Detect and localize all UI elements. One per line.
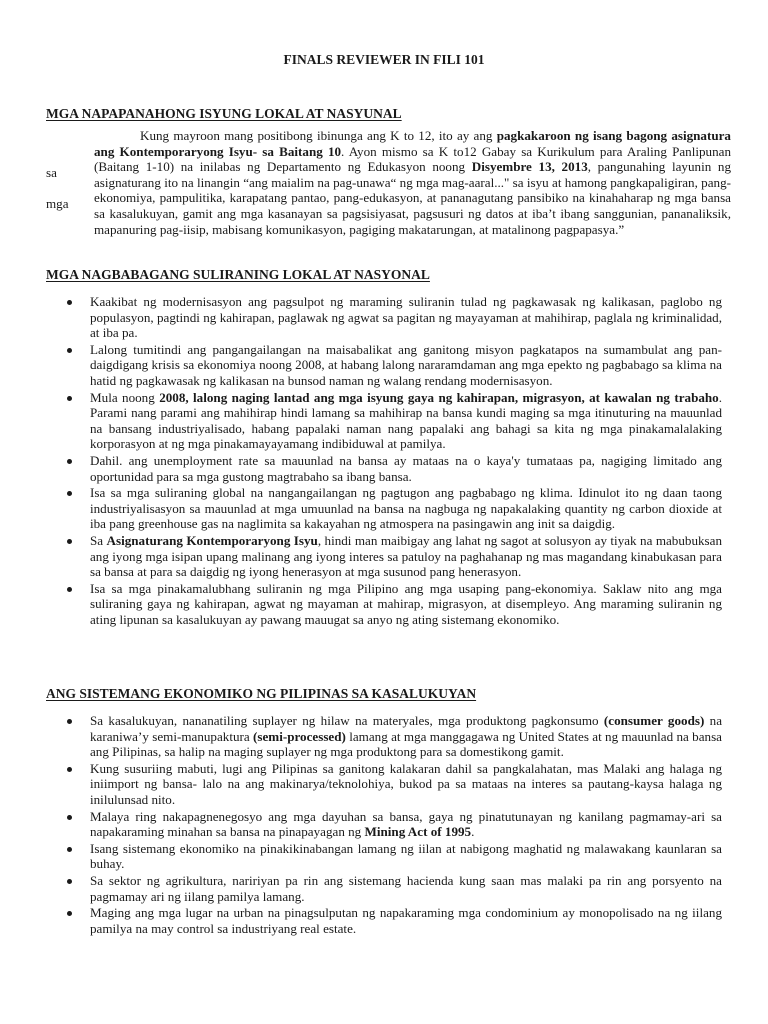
bold-text: pagkakaroon ng isang bagong asignatura ang Kontemporaryong Isyu- sa Baitang 10: [94, 128, 731, 159]
list-item: Sa Asignaturang Kontemporaryong Isyu, hindi man maibigay ang lahat ng sagot at solusyon ay tiyak na mabubuksan ang iyong mga isipan upang malinang ang iyong interes sa patuloy na paghahanap ng mas magandang kinabukasan para sa bansa at para sa daigdig ng iyong henerasyon at mga susunod pang henerasyon.: [90, 533, 722, 580]
intro-paragraph: [46, 128, 731, 237]
bullet-icon: [67, 348, 72, 353]
margin-word: mga: [46, 196, 69, 211]
text-run: Kung mayroon mang positibong ibinunga ang K to 12, ito ay ang: [140, 128, 493, 143]
bullet-icon: [67, 815, 72, 820]
list-item: Kaakibat ng modernisasyon ang pagsulpot ng maraming suliranin tulad ng pagkawasak ng kalikasan, paglobo ng populasyon, pagtindi ng kahirapan, paglawak ng agwat sa pagitan ng mayayaman at mahihirap, paglala ng kriminalidad, at iba pa.: [90, 294, 722, 341]
list-item: Maging ang mga lugar na urban na pinagsulputan ng napakaraming mga condominium ay monopolisado na ng iilang pamilya na may control sa industriyang real estate.: [90, 905, 722, 936]
section-heading-sistemang-ekonomiko: ANG SISTEMANG EKONOMIKO NG PILIPINAS SA KASALUKUYAN: [46, 686, 477, 701]
bullet-icon: [67, 491, 72, 496]
list-item: Sa sektor ng agrikultura, naririyan pa rin ang sistemang hacienda kung saan mas malaki pa rin ang porsyento na pagmamay ari ng iilang pamilya lamang.: [90, 873, 722, 904]
list-item: Dahil. ang unemployment rate sa mauunlad na bansa ay mataas na o kaya'y tumataas pa, nagiging limitado ang oportunidad para sa mga gustong magtrabaho sa ibang bansa.: [90, 453, 722, 484]
bullet-icon: [67, 847, 72, 852]
list-item: Lalong tumitindi ang pangangailangan na maisabalikat ang ganitong misyon pagkatapos na sumambulat ang pan-daigdigang krisis sa ekonomiya noong 2008, at habang lalong nararamdaman ang mga epekto ng pagbabago sa klima na hatid ng pagkawasak ng kalikasan na bunsod naman ng walang rendang modernisasyon.: [90, 342, 722, 389]
section-heading-napapanahong-isyu: MGA NAPAPANAHONG ISYUNG LOKAL AT NASYUNAL: [46, 106, 402, 121]
intro-text: [94, 128, 731, 237]
bullet-icon: [67, 396, 72, 401]
bullet-icon: [67, 587, 72, 592]
bullet-icon: [67, 300, 72, 305]
list-item: Sa kasalukuyan, nananatiling suplayer ng hilaw na materyales, mga produktong pagkonsumo (consumer goods) na karaniwa’y semi-manupaktura (semi-processed) lamang at mga manggagawa ng United States at ng mauunlad na bansa ang Pilipinas, sa halip na maging suplayer ng mga produktong para sa domestikong gamit.: [90, 713, 722, 760]
document-title: FINALS REVIEWER IN FILI 101: [283, 52, 485, 67]
margin-word: sa: [46, 165, 57, 180]
bullet-icon: [67, 767, 72, 772]
bold-text: Disyembre 13, 2013: [471, 159, 588, 175]
list-item: Isa sa mga pinakamalubhang suliranin ng mga Pilipino ang mga usaping pang-ekonomiya. Saklaw nito ang mga suliraning gaya ng kahirapan, agwat ng mayaman at mahirap, migrasyon, at disempleyo. Ang maraming suliranin ng ating lipunan sa kasalukuyan ay pawang mauugat sa anyo ng ating sistemang ekonomiko.: [90, 581, 722, 628]
bullet-icon: [67, 539, 72, 544]
bullet-list-ekonomiko: [90, 713, 722, 937]
list-item: Isang sistemang ekonomiko na pinakikinabangan lamang ng iilan at nabigong maghatid ng malawakang kaunlaran sa buhay.: [90, 841, 722, 872]
list-item: Mula noong 2008, lalong naging lantad ang mga isyung gaya ng kahirapan, migrasyon, at kawalan ng trabaho. Parami nang parami ang mahihirap hindi lamang sa mahihirap na bansa kundi maging sa mga itinuturing na mauunlad na bansang industriyalisado, habang papalaki naman nang papalaki ang bahagi sa kita ng mga pinakamalalaking korporasyon at ng mga pinakamayayamang indibiduwal at pamilya.: [90, 390, 722, 452]
bullet-list-suliranin: [90, 294, 722, 628]
bullet-icon: [67, 911, 72, 916]
text-run: . Ayon mismo sa K to12 Gabay sa Kurikulum para Araling Panlipunan (Baitang 1-10) na inilabas ng Departamento ng Edukasyon noong: [94, 143, 731, 175]
text-run: , pangunahing layunin ng asignaturang ito na linangin “ang maialim na pag-unawa“ ng mga mag-aaral..." sa isyu at hamong pangkapaligiran, pang-ekonomiya, pampulitika, karapatang pantao, pang-edukasyon, at pananagutang pansibiko na kinahaharap ng mga bansa sa kasalukuyan, gamit ang mga kasanayan sa pagsisiyasat, pagsusuri ng datos at iba’t ibang sanggunian, pananaliksik, mapanuring pag-iisip, mabisang komunikasyon, pagiging makatarungan, at matalinong pagpapasya.”: [94, 159, 732, 237]
list-item: Isa sa mga suliraning global na nangangailangan ng pagtugon ang pagbabago ng klima. Idinulot ito ng daan taong industriyalisasyon sa mauunlad at mga umuunlad na bansa na nagbuga ng napakalaking quantity ng carbon dioxide at iba pang greenhouse gas na naglimita sa kakayahan ng atmospera na pasingawin ang init sa daigdig.: [90, 485, 722, 532]
bullet-icon: [67, 879, 72, 884]
bullet-icon: [67, 459, 72, 464]
section-heading-nagbabagang-suliranin: MGA NAGBABAGANG SULIRANING LOKAL AT NASYONAL: [46, 267, 430, 282]
list-item: Kung susuriing mabuti, lugi ang Pilipinas sa ganitong kalakaran dahil sa pangkalahatan, mas Malaki ang halaga ng iniimport ng bansa- lalo na ang makinarya/teknolohiya, bukod pa sa mataas na interes sa pautang-kaysa halaga ng inilulunsad nito.: [90, 761, 722, 808]
list-item: Malaya ring nakapagnenegosyo ang mga dayuhan sa bansa, gaya ng pinatutunayan ng kanilang pagmamay-ari sa napakaraming minahan sa bansa na pinapayagan ng Mining Act of 1995.: [90, 809, 722, 840]
bullet-icon: [67, 719, 72, 724]
